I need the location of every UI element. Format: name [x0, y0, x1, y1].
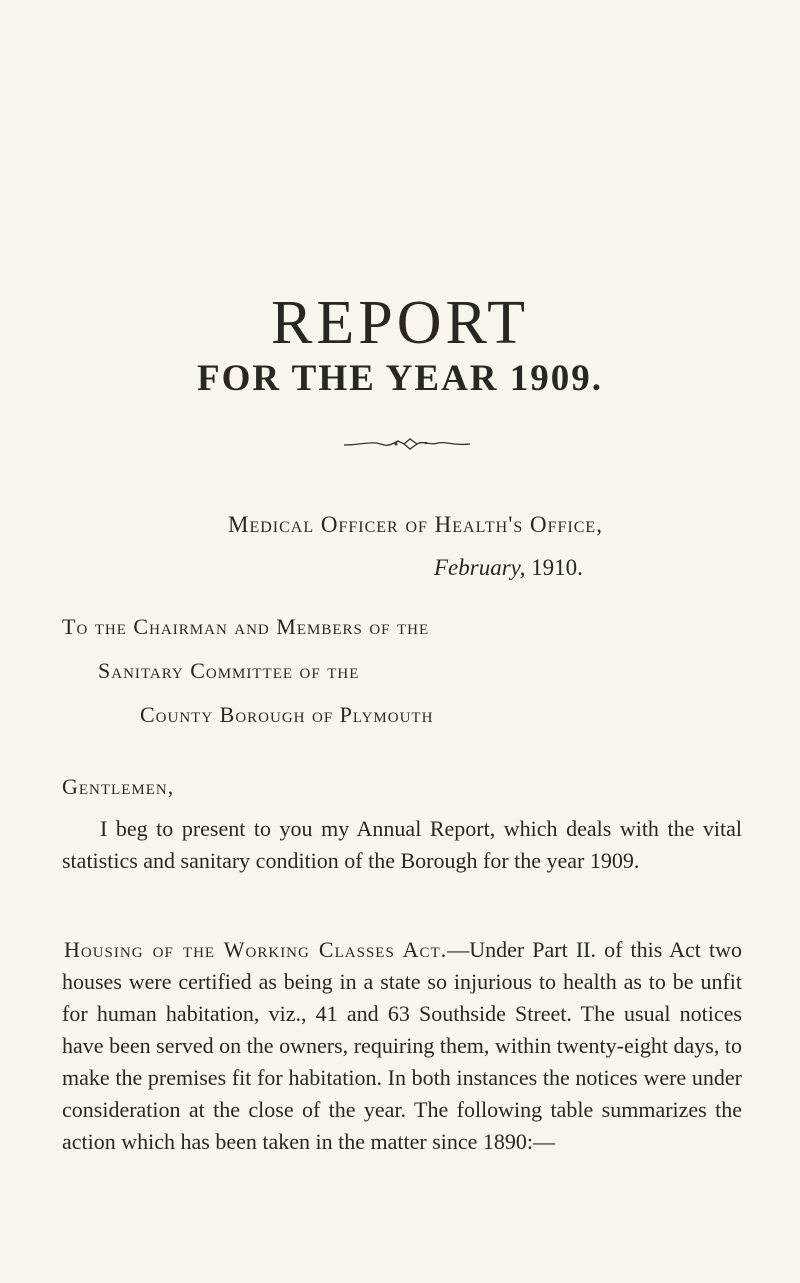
decorative-rule-icon: [342, 436, 472, 452]
office-line: Medical Officer of Health's Office,: [228, 512, 603, 537]
report-subtitle: FOR THE YEAR 1909.: [196, 358, 604, 399]
report-title: REPORT: [271, 289, 529, 357]
address-line-2: Sanitary Committee of the: [98, 658, 360, 683]
body-paragraph-1: I beg to present to you my Annual Report, which deals with the vital statistics and sanitary condition of the Borough for the year 1909.: [62, 816, 742, 873]
paragraph-lead-heading: Housing of the Working Classes Act.: [64, 937, 448, 962]
letter-date: [434, 555, 583, 581]
paragraph-text: —Under Part II. of this Act two houses were certified as being in a state so injurious to health as to be unfit for human habitation, viz., 41 and 63 Southside Street. The usual notices have been served on the owners, requiring them, within twenty-eight days, to make the premises fit for habitation. In both instances the notices were under consideration at the close of the year. The following table summarizes the action which has been taken in the matter since 1890:—: [62, 937, 742, 1154]
date-month: February,: [434, 555, 526, 580]
salutation: Gentlemen,: [62, 774, 175, 799]
body-paragraph-2: [62, 934, 742, 1158]
address-line-1: To the Chairman and Members of the: [62, 614, 430, 639]
date-year: 1910.: [525, 555, 583, 580]
address-line-3: County Borough of Plymouth: [140, 702, 434, 727]
